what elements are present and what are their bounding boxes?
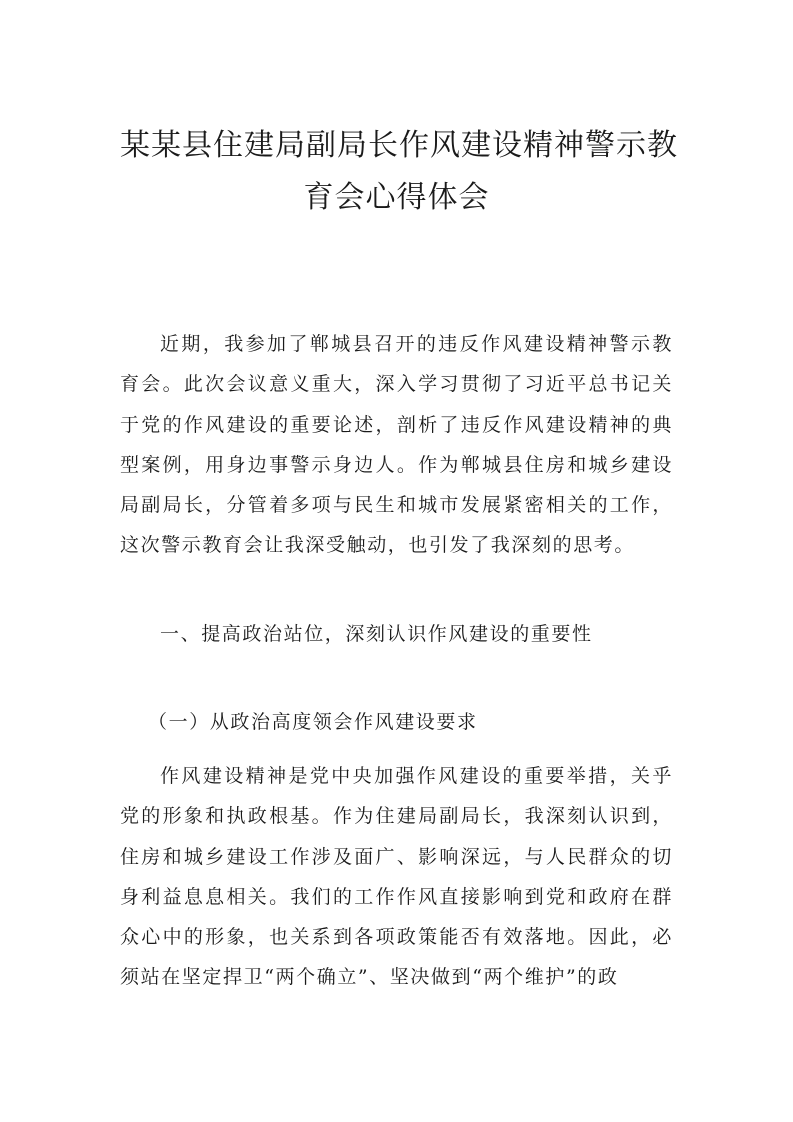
document-title-line-2: 育会心得体会: [303, 180, 490, 215]
body-paragraph: 作风建设精神是党中央加强作风建设的重要举措，关乎党的形象和执政根基。作为住建局副局长，我深刻认识到，住房和城乡建设工作涉及面广、影响深远，与人民群众的切身利益息息相关。我们的工作作风直接影响到党和政府在群众心中的形象，也关系到各项政策能否有效落地。因此，必须站在坚定捍卫“两个确立”、坚决做到“两个维护”的政: [120, 765, 673, 989]
document-title: [120, 120, 678, 224]
document-title-line-1: 某某县住建局副局长作风建设精神警示教: [120, 128, 678, 163]
subsection-heading: （一）从政治高度领会作风建设要求: [148, 711, 478, 733]
section-heading: 一、提高政治站位，深刻认识作风建设的重要性: [160, 623, 593, 645]
intro-paragraph: 近期，我参加了郸城县召开的违反作风建设精神警示教育会。此次会议意义重大，深入学习贯彻了习近平总书记关于党的作风建设的重要论述，剖析了违反作风建设精神的典型案例，用身边事警示身边人。作为郸城县住房和城乡建设局副局长，分管着多项与民生和城市发展紧密相关的工作，这次警示教育会让我深受触动，也引发了我深刻的思考。: [120, 333, 673, 557]
